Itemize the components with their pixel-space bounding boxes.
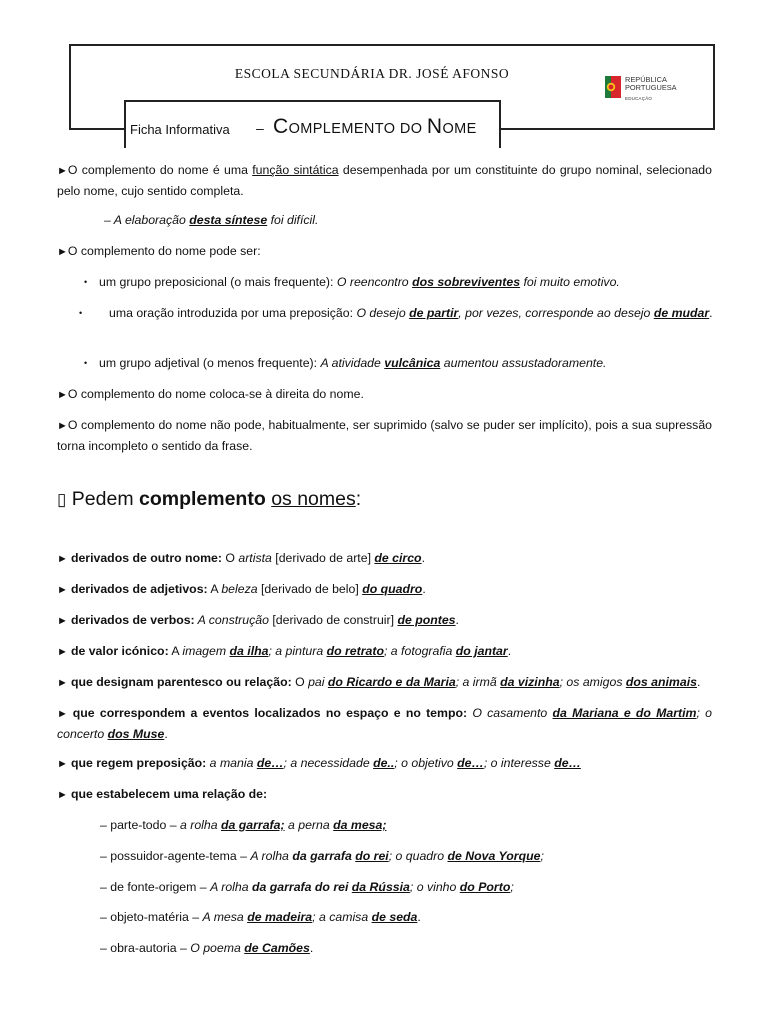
- checkbox-glyph: ▯: [57, 490, 67, 509]
- section-heading: ▯ Pedem complemento os nomes:: [57, 488, 362, 510]
- list-item-1: ► derivados de outro nome: O artista [derivado de arte] de circo.: [57, 551, 425, 565]
- list-item-3: ► derivados de verbos: A construção [derivado de construir] de pontes.: [57, 613, 459, 627]
- bullet-dot: •: [84, 358, 88, 368]
- logo-line-2: PORTUGUESA: [625, 83, 677, 92]
- bullet-item-1: • um grupo preposicional (o mais frequente): O reencontro dos sobreviventes foi muito emotivo.: [84, 273, 712, 293]
- sub-item-objeto-materia: – objeto-matéria – A mesa de madeira; a camisa de seda.: [100, 910, 421, 924]
- link-funcao-sintatica[interactable]: função sintática: [252, 163, 339, 177]
- list-item-8: ► que estabelecem uma relação de:: [57, 787, 268, 801]
- sub-item-obra-autoria: – obra-autoria – O poema de Camões.: [100, 941, 314, 955]
- intro-paragraph-4: ►O complemento do nome não pode, habitualmente, ser suprimido (salvo se puder ser implícito), pois a sua supressão torna incompleto o sentido da frase.: [57, 418, 712, 453]
- page-title: COMPLEMENTO DO NOME: [273, 115, 477, 138]
- sub-item-parte-todo: – parte-todo – a rolha da garrafa; a perna da mesa;: [100, 818, 387, 832]
- sub-item-possuidor: – possuidor-agente-tema – A rolha da garrafa do rei; o quadro de Nova Yorque;: [100, 849, 544, 863]
- flag-icon: [605, 76, 621, 98]
- sub-item-fonte-origem: – de fonte-origem – A rolha da garrafa do rei da Rússia; o vinho do Porto;: [100, 880, 514, 894]
- school-name: ESCOLA SECUNDÁRIA DR. JOSÉ AFONSO: [234, 66, 510, 81]
- list-item-7: ► que regem preposição: a mania de…; a necessidade de..; o objetivo de…; o interesse de…: [57, 756, 581, 770]
- intro-paragraph-2: ►O complemento do nome pode ser:: [57, 244, 261, 258]
- republica-portuguesa-logo: [605, 74, 685, 104]
- intro-paragraph-3: ►O complemento do nome coloca-se à direita do nome.: [57, 387, 364, 401]
- list-item-4: ► de valor icónico: A imagem da ilha; a pintura do retrato; a fotografia do jantar.: [57, 644, 512, 658]
- bullet-dot: •: [84, 277, 88, 287]
- intro-example: – A elaboração desta síntese foi difícil.: [104, 213, 319, 227]
- title-box: [124, 100, 501, 148]
- bullet-item-2: • uma oração introduzida por uma preposição: O desejo de partir, por vezes, corresponde ao desejo de mudar.: [84, 304, 737, 324]
- list-item-2: ► derivados de adjetivos: A beleza [derivado de belo] do quadro.: [57, 582, 426, 596]
- title-dash: –: [256, 120, 264, 136]
- list-item-6: ► que correspondem a eventos localizados no espaço e no tempo: O casamento da Mariana e do Martim; o concerto dos Muse.: [57, 706, 712, 741]
- ficha-label: Ficha Informativa: [130, 122, 230, 137]
- bullet-item-3: • um grupo adjetival (o menos frequente): A atividade vulcânica aumentou assustadoramente.: [84, 354, 712, 374]
- logo-line-3: EDUCAÇÃO: [625, 96, 653, 101]
- bullet-dot: •: [79, 308, 83, 318]
- list-item-5: ► que designam parentesco ou relação: O pai do Ricardo e da Maria; a irmã da vizinha; os amigos dos animais.: [57, 675, 701, 689]
- logo-line-1: REPÚBLICA: [625, 75, 667, 84]
- intro-paragraph-1: ►O complemento do nome é uma função sintática desempenhada por um constituinte do grupo nominal, selecionado pelo nome, cujo sentido completa.: [57, 163, 712, 198]
